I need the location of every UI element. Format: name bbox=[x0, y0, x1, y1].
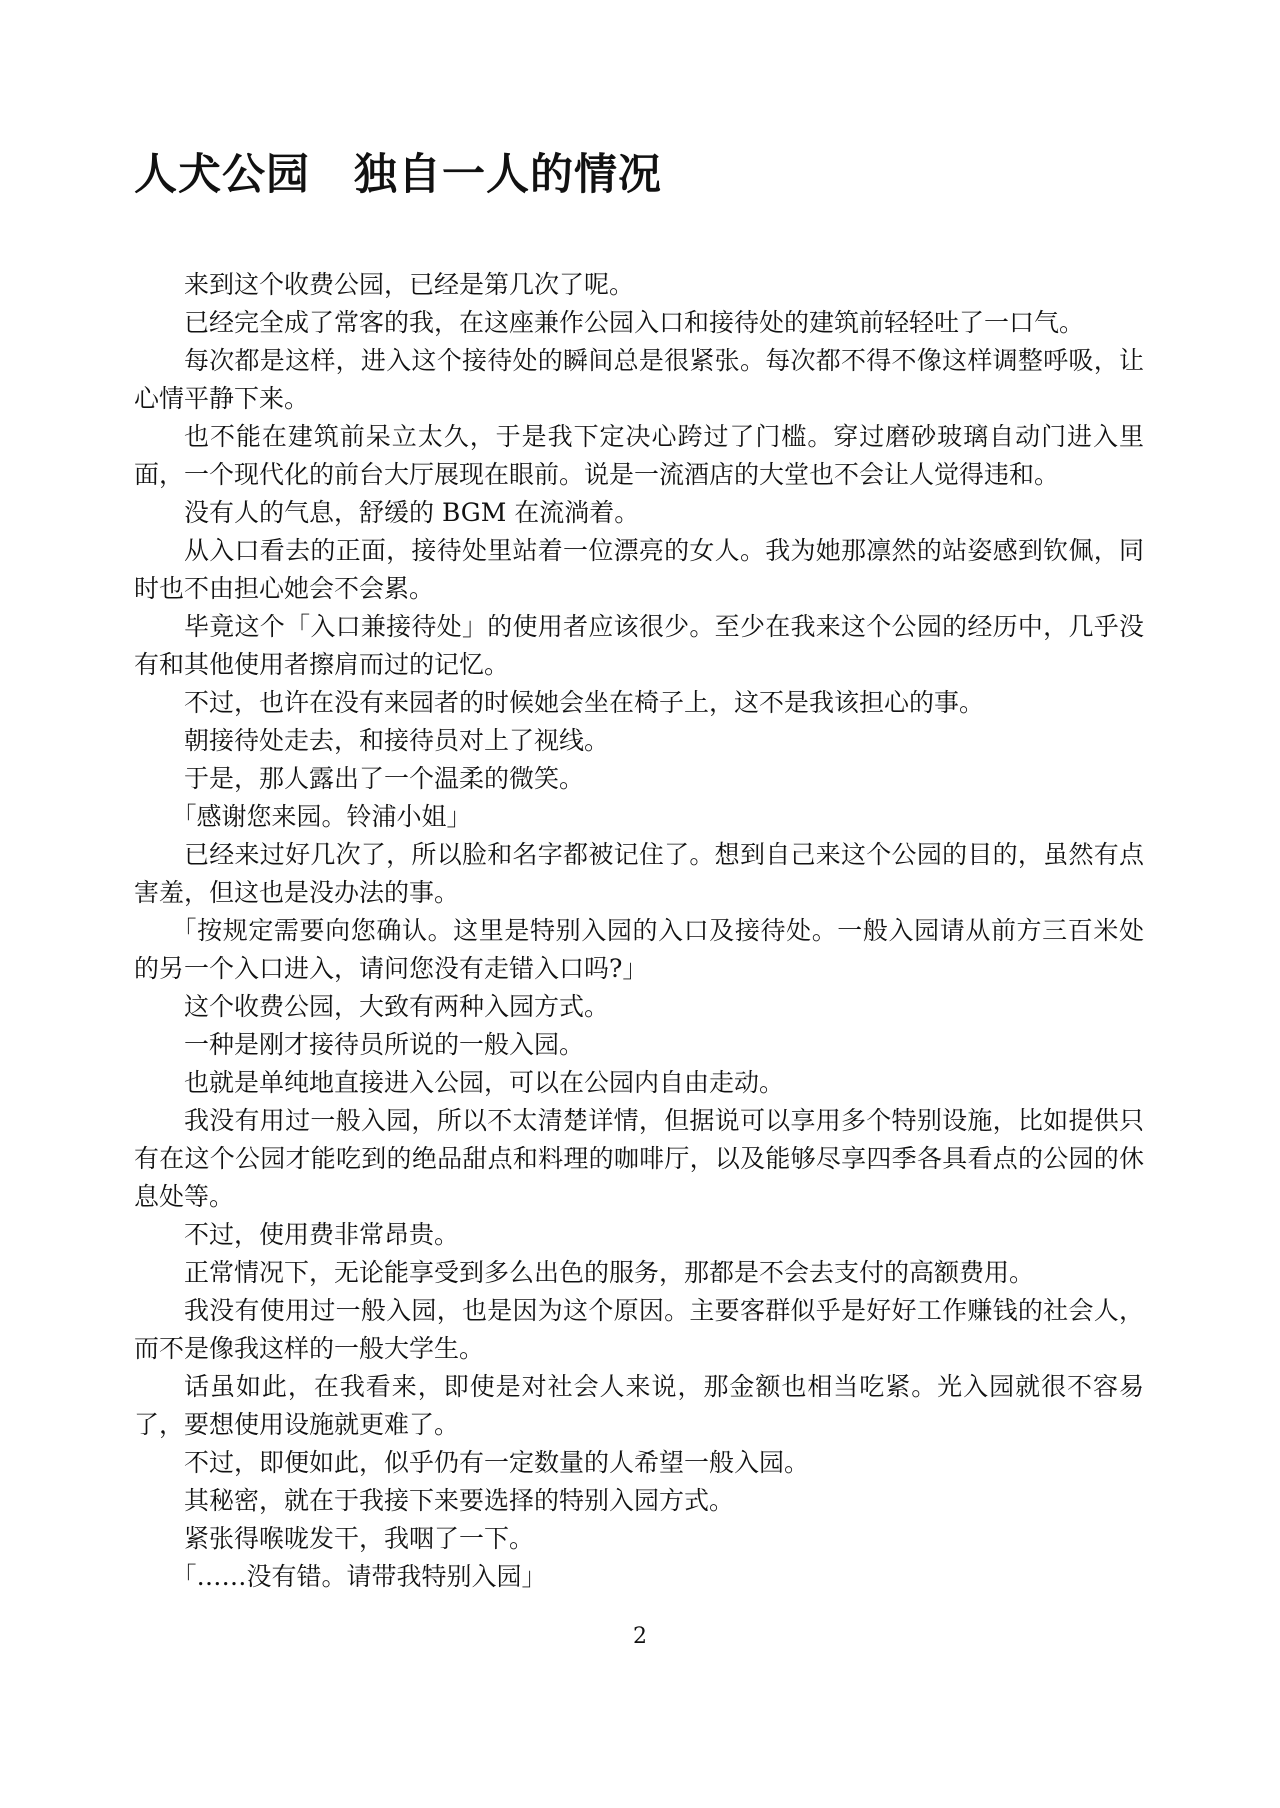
page-number: 2 bbox=[633, 1624, 647, 1649]
paragraph: 紧张得喉咙发干，我咽了一下。 bbox=[184, 1524, 535, 1553]
paragraph: 不过，使用费非常昂贵。 bbox=[184, 1220, 460, 1249]
paragraph: 我没有使用过一般入园，也是因为这个原因。主要客群似乎是好好工作赚钱的社会人，而不是像我这样的一般大学生。 bbox=[134, 1296, 1144, 1363]
paragraph: 我没有用过一般入园，所以不太清楚详情，但据说可以享用多个特别设施，比如提供只有在这个公园才能吃到的绝品甜点和料理的咖啡厅，以及能够尽享四季各具看点的公园的休息处等。 bbox=[134, 1106, 1144, 1211]
paragraph: 朝接待处走去，和接待员对上了视线。 bbox=[184, 726, 610, 755]
body-text bbox=[134, 266, 1144, 1596]
paragraph: 每次都是这样，进入这个接待处的瞬间总是很紧张。每次都不得不像这样调整呼吸，让心情平静下来。 bbox=[134, 346, 1144, 413]
paragraph: 来到这个收费公园，已经是第几次了呢。 bbox=[184, 270, 635, 299]
paragraph: 没有人的气息，舒缓的 BGM 在流淌着。 bbox=[184, 498, 640, 527]
paragraph: 已经来过好几次了，所以脸和名字都被记住了。想到自己来这个公园的目的，虽然有点害羞，但这也是没办法的事。 bbox=[134, 840, 1144, 907]
paragraph: 也就是单纯地直接进入公园，可以在公园内自由走动。 bbox=[184, 1068, 785, 1097]
dialogue-line: 「按规定需要向您确认。这里是特别入园的入口及接待处。一般入园请从前方三百米处的另一个入口进入，请问您没有走错入口吗?」 bbox=[134, 916, 1144, 983]
paragraph: 这个收费公园，大致有两种入园方式。 bbox=[184, 992, 610, 1021]
paragraph: 不过，也许在没有来园者的时候她会坐在椅子上，这不是我该担心的事。 bbox=[184, 688, 985, 717]
paragraph: 一种是刚才接待员所说的一般入园。 bbox=[184, 1030, 585, 1059]
dialogue-line: 「……没有错。请带我特别入园」 bbox=[171, 1562, 547, 1591]
paragraph: 于是，那人露出了一个温柔的微笑。 bbox=[184, 764, 585, 793]
paragraph: 话虽如此，在我看来，即使是对社会人来说，那金额也相当吃紧。光入园就很不容易了，要想使用设施就更难了。 bbox=[134, 1372, 1144, 1439]
paragraph: 正常情况下，无论能享受到多么出色的服务，那都是不会去支付的高额费用。 bbox=[184, 1258, 1035, 1287]
dialogue-line: 「感谢您来园。铃浦小姐」 bbox=[171, 802, 472, 831]
paragraph: 毕竟这个「入口兼接待处」的使用者应该很少。至少在我来这个公园的经历中，几乎没有和其他使用者擦肩而过的记忆。 bbox=[134, 612, 1144, 679]
paragraph: 已经完全成了常客的我，在这座兼作公园入口和接待处的建筑前轻轻吐了一口气。 bbox=[184, 308, 1085, 337]
paragraph: 其秘密，就在于我接下来要选择的特别入园方式。 bbox=[184, 1486, 735, 1515]
paragraph: 不过，即便如此，似乎仍有一定数量的人希望一般入园。 bbox=[184, 1448, 810, 1477]
paragraph: 也不能在建筑前呆立太久，于是我下定决心跨过了门槛。穿过磨砂玻璃自动门进入里面，一个现代化的前台大厅展现在眼前。说是一流酒店的大堂也不会让人觉得违和。 bbox=[134, 422, 1144, 489]
paragraph: 从入口看去的正面，接待处里站着一位漂亮的女人。我为她那凛然的站姿感到钦佩，同时也不由担心她会不会累。 bbox=[134, 536, 1144, 603]
chapter-title: 人犬公园 独自一人的情况 bbox=[134, 150, 662, 200]
